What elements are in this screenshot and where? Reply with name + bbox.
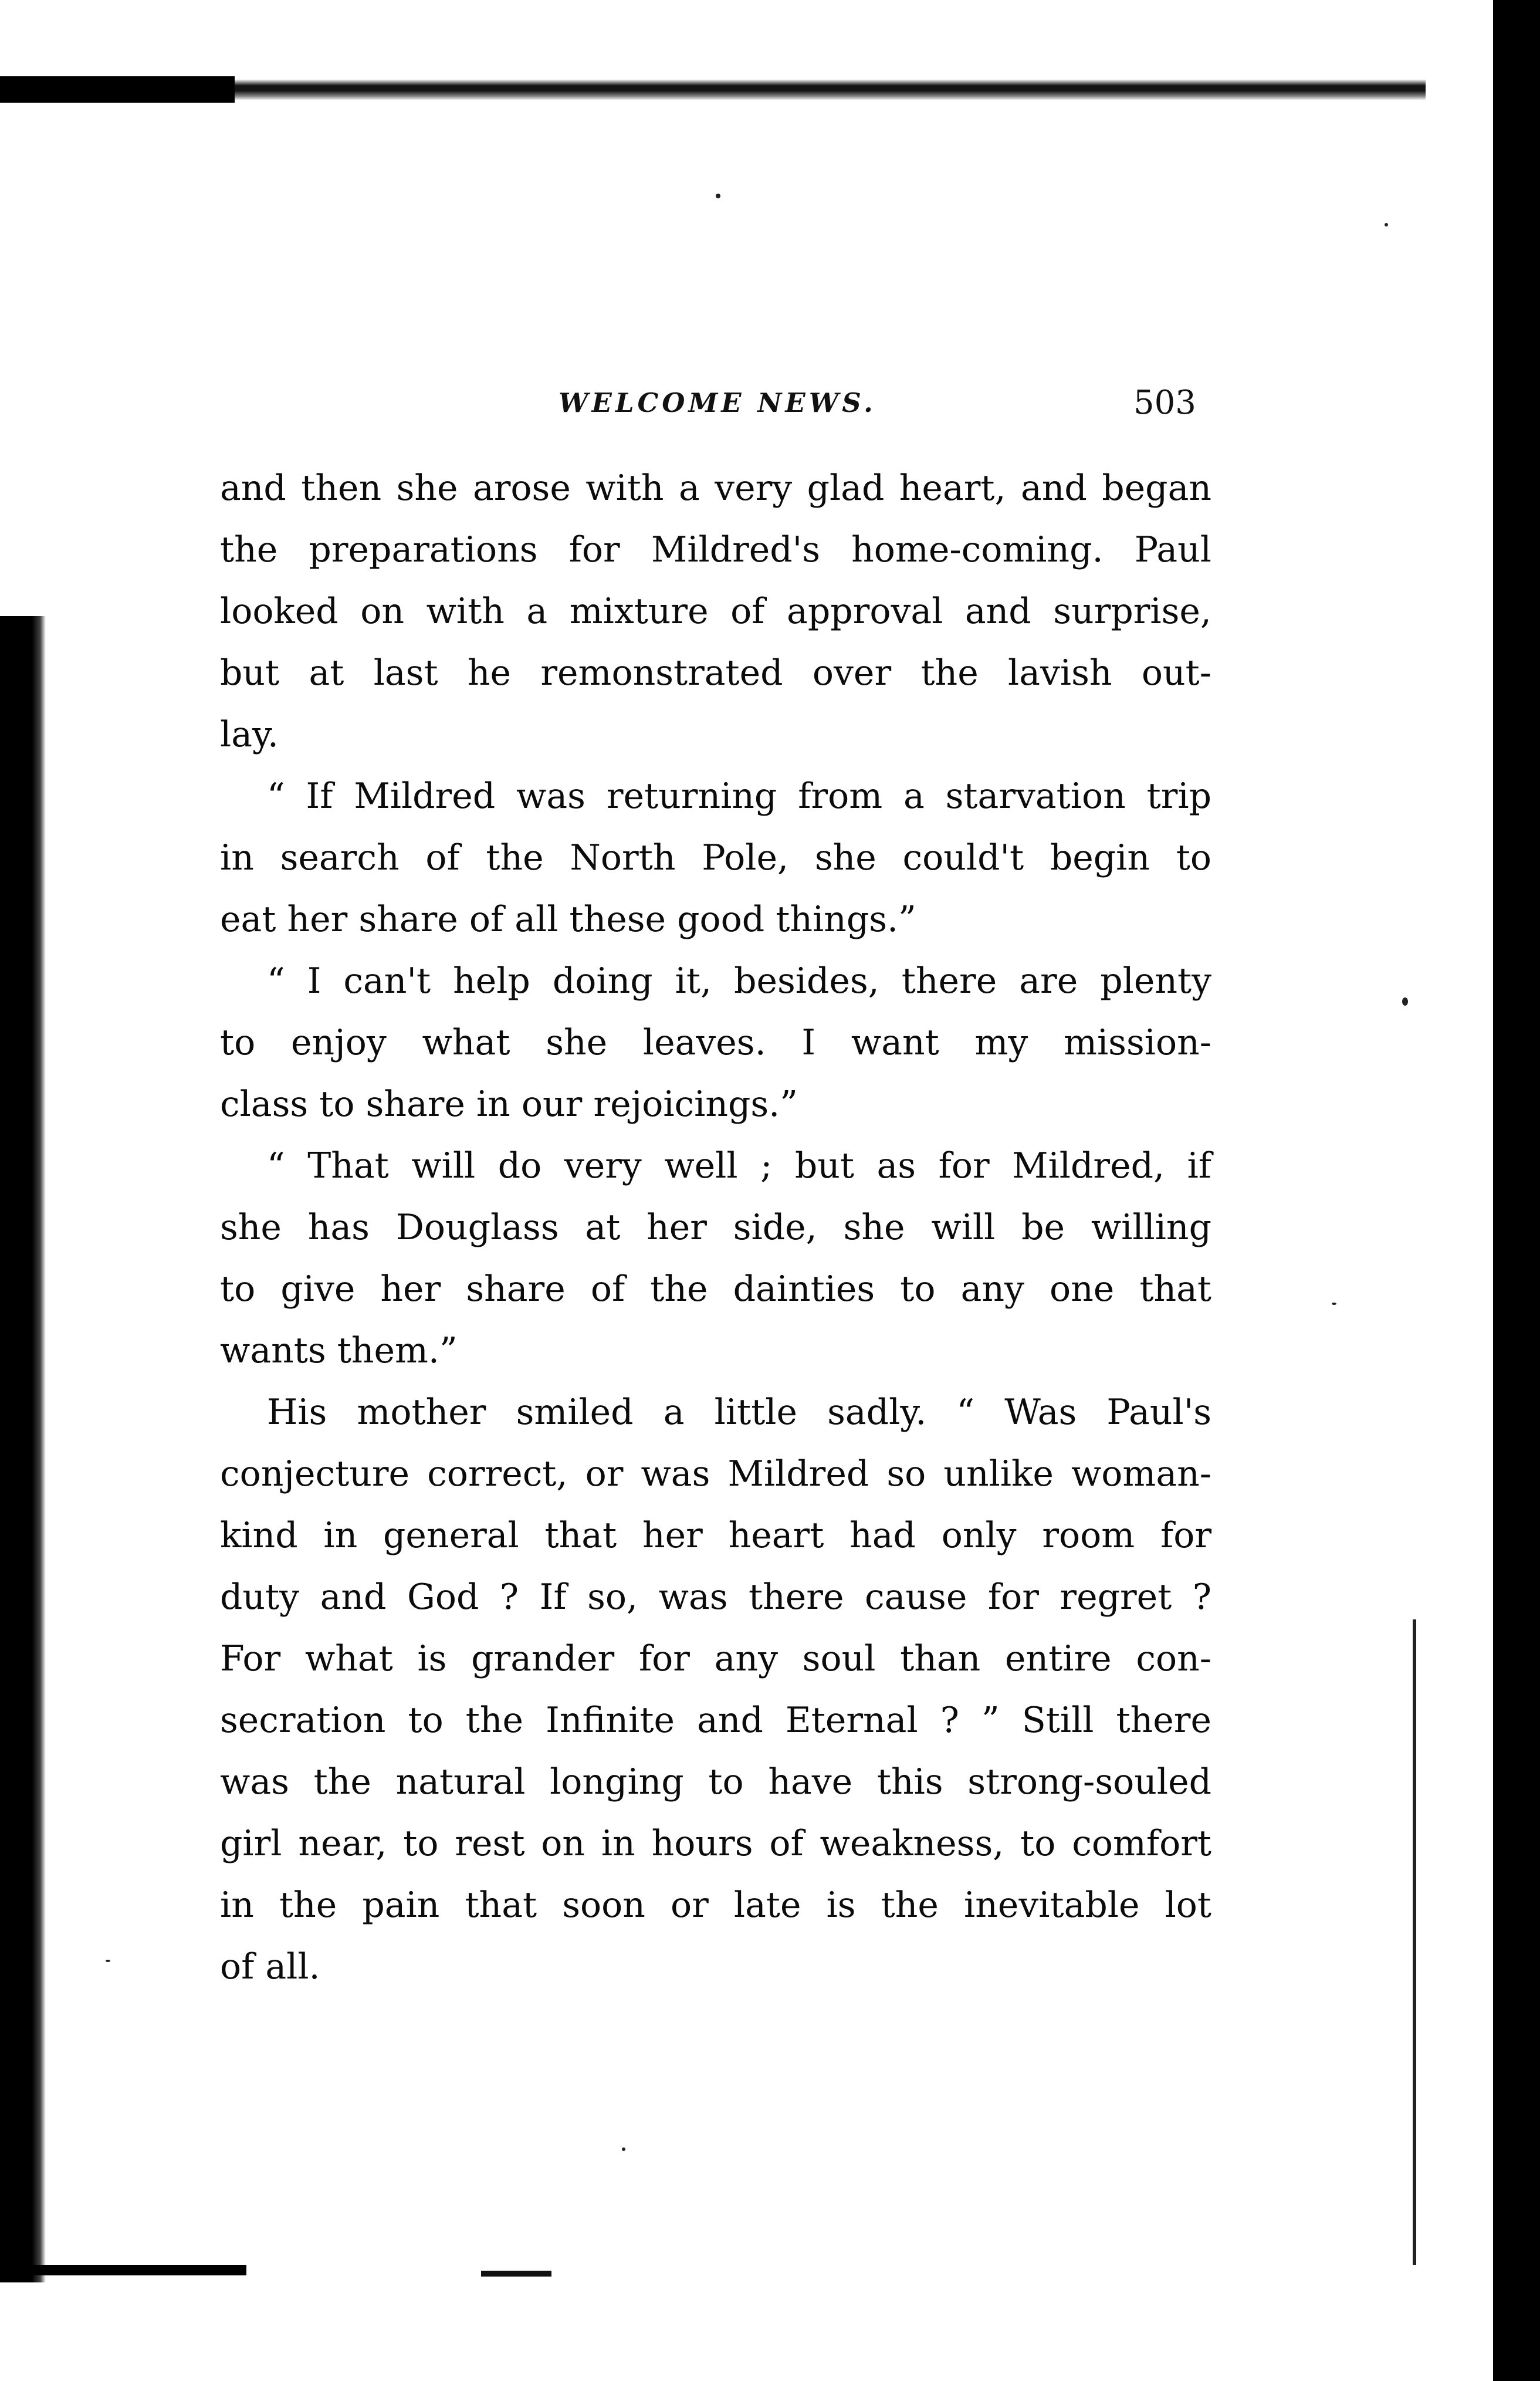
- scan-speck: [716, 194, 720, 198]
- text-line: in the pain that soon or late is the inevitable lot: [220, 1885, 1211, 1926]
- text-line: and then she arose with a very glad heart, and began: [220, 468, 1211, 509]
- text-line: girl near, to rest on in hours of weakness, to comfort: [220, 1823, 1211, 1864]
- text-line: class to share in our rejoicings.”: [220, 1084, 798, 1125]
- text-line: kind in general that her heart had only room for: [220, 1515, 1211, 1556]
- text-line: the preparations for Mildred's home-coming. Paul: [220, 529, 1211, 570]
- text-line: conjecture correct, or was Mildred so unlike woman-: [220, 1453, 1211, 1494]
- page-number: 503: [1133, 384, 1196, 422]
- text-line: His mother smiled a little sadly. “ Was Paul's: [267, 1392, 1211, 1433]
- text-line: secration to the Infinite and Eternal ? ” Still there: [220, 1700, 1211, 1741]
- text-line: of all.: [220, 1946, 320, 1987]
- text-line: eat her share of all these good things.”: [220, 899, 916, 940]
- text-line: she has Douglass at her side, she will be willing: [220, 1207, 1211, 1248]
- page-right-edge: [1413, 1619, 1416, 2265]
- scan-top-edge-thick: [0, 76, 235, 103]
- text-line: “ If Mildred was returning from a starvation trip: [267, 776, 1211, 817]
- text-line: duty and God ? If so, was there cause for regret ?: [220, 1577, 1211, 1618]
- text-line: lay.: [220, 714, 279, 755]
- text-line: in search of the North Pole, she could't begin to: [220, 837, 1211, 878]
- text-line: to enjoy what she leaves. I want my mission-: [220, 1022, 1211, 1063]
- text-line: but at last he remonstrated over the lavish out-: [220, 652, 1211, 694]
- scan-speck: [1402, 997, 1408, 1006]
- scan-speck: [1332, 1303, 1336, 1305]
- binding-shadow: [0, 616, 46, 2282]
- running-head: [0, 384, 1493, 434]
- body-text: [220, 458, 1211, 1998]
- scan-bottom-mark: [481, 2271, 551, 2277]
- scan-bottom-edge: [0, 2265, 246, 2275]
- text-line: “ I can't help doing it, besides, there are plenty: [267, 960, 1211, 1002]
- running-head-title: WELCOME NEWS.: [559, 387, 876, 418]
- text-line: For what is grander for any soul than entire con-: [220, 1638, 1211, 1679]
- text-line: looked on with a mixture of approval and surprise,: [220, 591, 1211, 632]
- scan-speck: [1385, 223, 1388, 226]
- text-line: to give her share of the dainties to any one that: [220, 1269, 1211, 1310]
- text-line: wants them.”: [220, 1330, 458, 1371]
- scan-speck: [106, 1960, 110, 1962]
- text-line: “ That will do very well ; but as for Mildred, if: [267, 1145, 1211, 1186]
- scan-speck: [622, 2147, 625, 2151]
- text-line: was the natural longing to have this strong-souled: [220, 1761, 1211, 1802]
